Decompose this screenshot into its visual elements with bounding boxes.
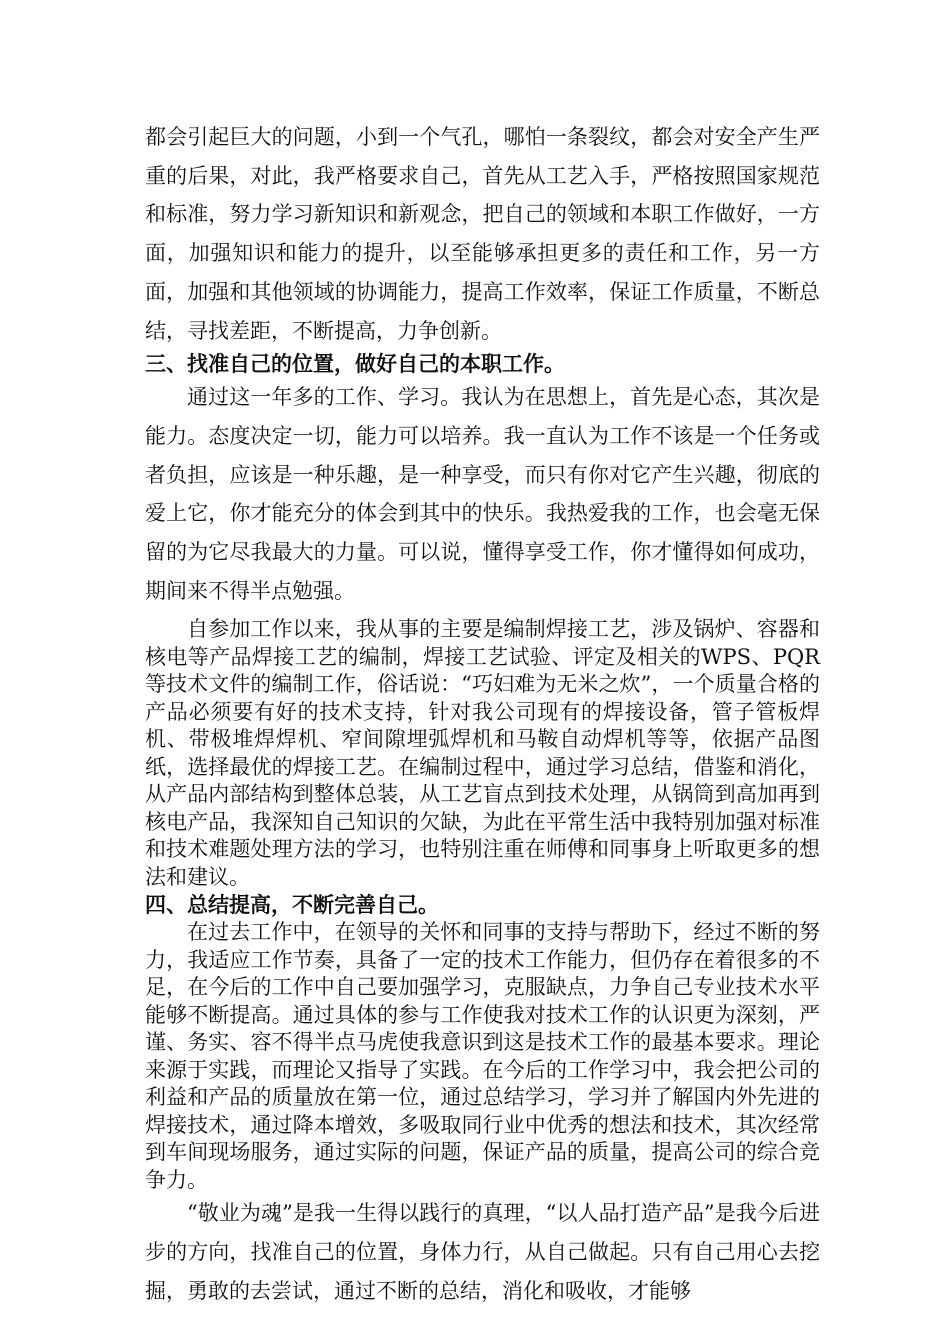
section-heading-4: 四、总结提高，不断完善自己。 xyxy=(145,892,439,918)
paragraph-continuation: 都会引起巨大的问题，小到一个气孔，哪怕一条裂纹，都会对安全产生严重的后果，对此，我严格要求自己，首先从工艺入手，严格按照国家规范和标准，努力学习新知识和新观念，把自己的领域和本职工作做好，一方面，加强知识和能力的提升，以至能够承担更多的责任和工作，另一方面，加强和其他领域的协调能力，提高工作效率，保证工作质量，不断总结，寻找差距，不断提高，力争创新。 xyxy=(145,125,820,343)
paragraph-summary: 在过去工作中，在领导的关怀和同事的支持与帮助下，经过不断的努力，我适应工作节奏，具备了一定的技术工作能力，但仍存在着很多的不足，在今后的工作中自己要加强学习，克服缺点，力争自己专业技术水平能够不断提高。通过具体的参与工作使我对技术工作的认识更为深刻，严谨、务实、容不得半点马虎使我意识到这是技术工作的最基本要求。理论来源于实践，而理论又指导了实践。在今后的工作学习中，我会把公司的利益和产品的质量放在第一位，通过总结学习，学习并了解国内外先进的焊接技术，通过降本增效，多吸取同行业中优秀的想法和技术，其次经常到车间现场服务，通过实际的问题，保证产品的质量，提高公司的综合竞争力。 xyxy=(145,920,820,1192)
paragraph-attitude: 通过这一年多的工作、学习。我认为在思想上，首先是心态，其次是能力。态度决定一切，能力可以培养。我一直认为工作不该是一个任务或者负担，应该是一种乐趣，是一种享受，而只有你对它产生兴趣，彻底的爱上它，你才能充分的体会到其中的快乐。我热爱我的工作，也会毫无保留的为它尽我最大的力量。可以说，懂得享受工作，你才懂得如何成功，期间来不得半点勉强。 xyxy=(145,385,820,603)
section-heading-3: 三、找准自己的位置，做好自己的本职工作。 xyxy=(145,351,565,377)
paragraph-work-duties: 自参加工作以来，我从事的主要是编制焊接工艺，涉及锅炉、容器和核电等产品焊接工艺的编制，焊接工艺试验、评定及相关的WPS、PQR等技术文件的编制工作，俗话说：“巧妇难为无米之炊”，一个质量合格的产品必须要有好的技术支持，针对我公司现有的焊接设备，管子管板焊机、带极堆焊焊机、窄间隙埋弧焊机和马鞍自动焊机等等，依据产品图纸，选择最优的焊接工艺。在编制过程中，通过学习总结，借鉴和消化，从产品内部结构到整体总装，从工艺盲点到技术处理，从锅筒到高加再到核电产品，我深知自己知识的欠缺，为此在平常生活中我特别加强对标准和技术难题处理方法的学习，也特别注重在师傅和同事身上听取更多的想法和建议。 xyxy=(145,617,820,889)
document-body xyxy=(145,118,820,1311)
paragraph-conclusion: “敬业为魂”是我一生得以践行的真理，“以人品打造产品”是我今后进步的方向，找准自己的位置，身体力行，从自己做起。只有自己用心去挖掘，勇敢的去尝试，通过不断的总结，消化和吸收，才能够 xyxy=(145,1201,820,1303)
